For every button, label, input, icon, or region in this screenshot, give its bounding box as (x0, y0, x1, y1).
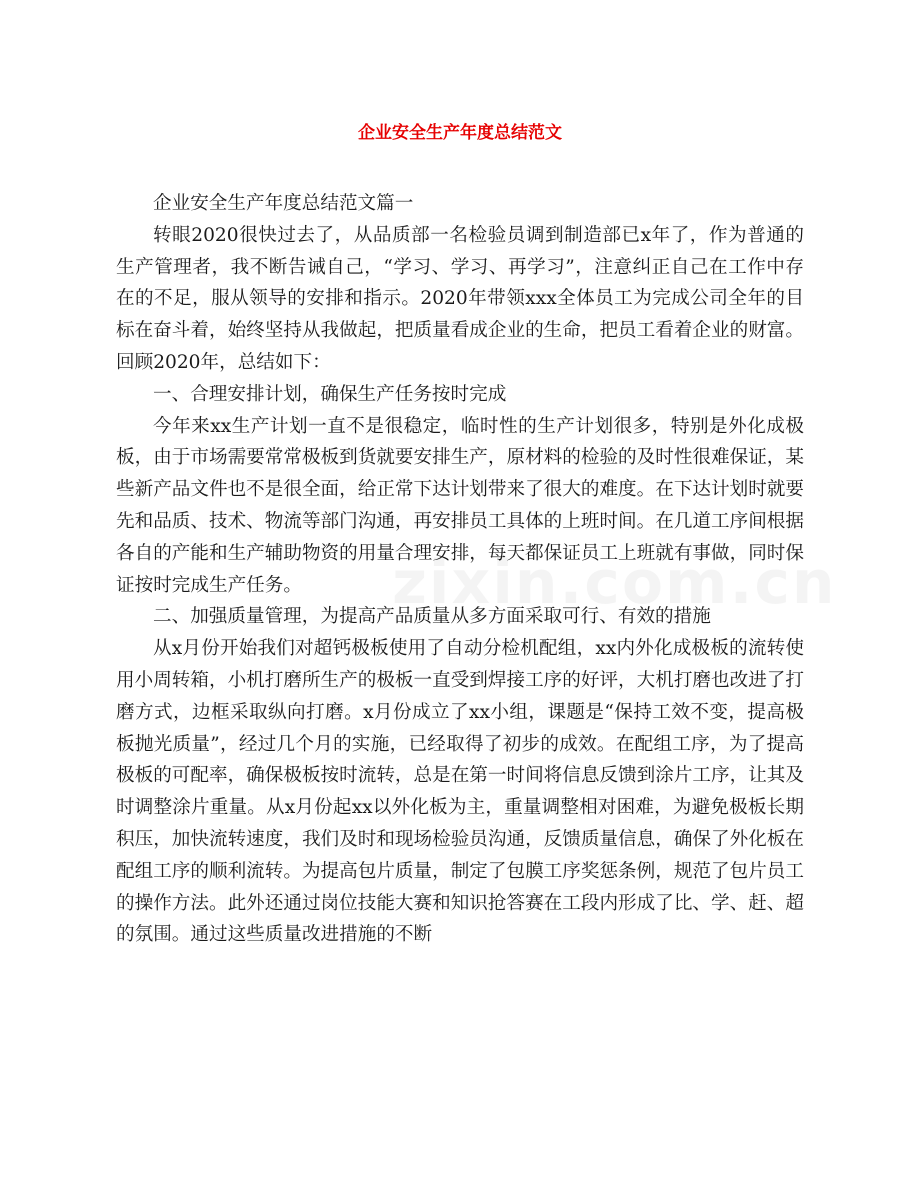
paragraph-intro: 转眼2020很快过去了，从品质部一名检验员调到制造部已x年了，作为普通的生产管理者，我不断告诫自己，“学习、学习、再学习”，注意纠正自己在工作中存在的不足，服从领导的安排和指示。2020年带领xxx全体员工为完成公司全年的目标在奋斗着，始终坚持从我做起，把质量看成企业的生命，把员工看着企业的财富。回顾2020年，总结如下： (116, 224, 804, 373)
document-body (116, 188, 804, 951)
section-heading-1: 一、合理安排计划，确保生产任务按时完成 (153, 383, 507, 405)
paragraph-section-2: 从x月份开始我们对超钙极板使用了自动分检机配组，xx内外化成极板的流转使用小周转箱，小机打磨所生产的极板一直受到焊接工序的好评，大机打磨也改进了打磨方式，边框采取纵向打磨。x月份成立了xx小组，课题是“保持工效不变，提高极板抛光质量”，经过几个月的实施，已经取得了初步的成效。在配组工序，为了提高极板的可配率，确保极板按时流转，总是在第一时间将信息反馈到涂片工序，让其及时调整涂片重量。从x月份起xx以外化板为主，重量调整相对困难，为避免极板长期积压，加快流转速度，我们及时和现场检验员沟通，反馈质量信息，确保了外化板在配组工序的顺利流转。为提高包片质量，制定了包膜工序奖惩条例，规范了包片员工的操作方法。此外还通过岗位技能大赛和知识抢答赛在工段内形成了比、学、赶、超的氛围。通过这些质量改进措施的不断 (116, 638, 804, 946)
document-title: 企业安全生产年度总结范文 (358, 123, 562, 143)
paragraph-section-1: 今年来xx生产计划一直不是很稳定，临时性的生产计划很多，特别是外化成极板，由于市场需要常常极板到货就要安排生产，原材料的检验的及时性很难保证，某些新产品文件也不是很全面，给正常下达计划带来了很大的难度。在下达计划时就要先和品质、技术、物流等部门沟通，再安排员工具体的上班时间。在几道工序间根据各自的产能和生产辅助物资的用量合理安排，每天都保证员工上班就有事做，同时保证按时完成生产任务。 (116, 415, 804, 596)
paragraph-subtitle: 企业安全生产年度总结范文篇一 (153, 193, 414, 214)
section-heading-2: 二、加强质量管理，为提高产品质量从多方面采取可行、有效的措施 (153, 606, 711, 628)
